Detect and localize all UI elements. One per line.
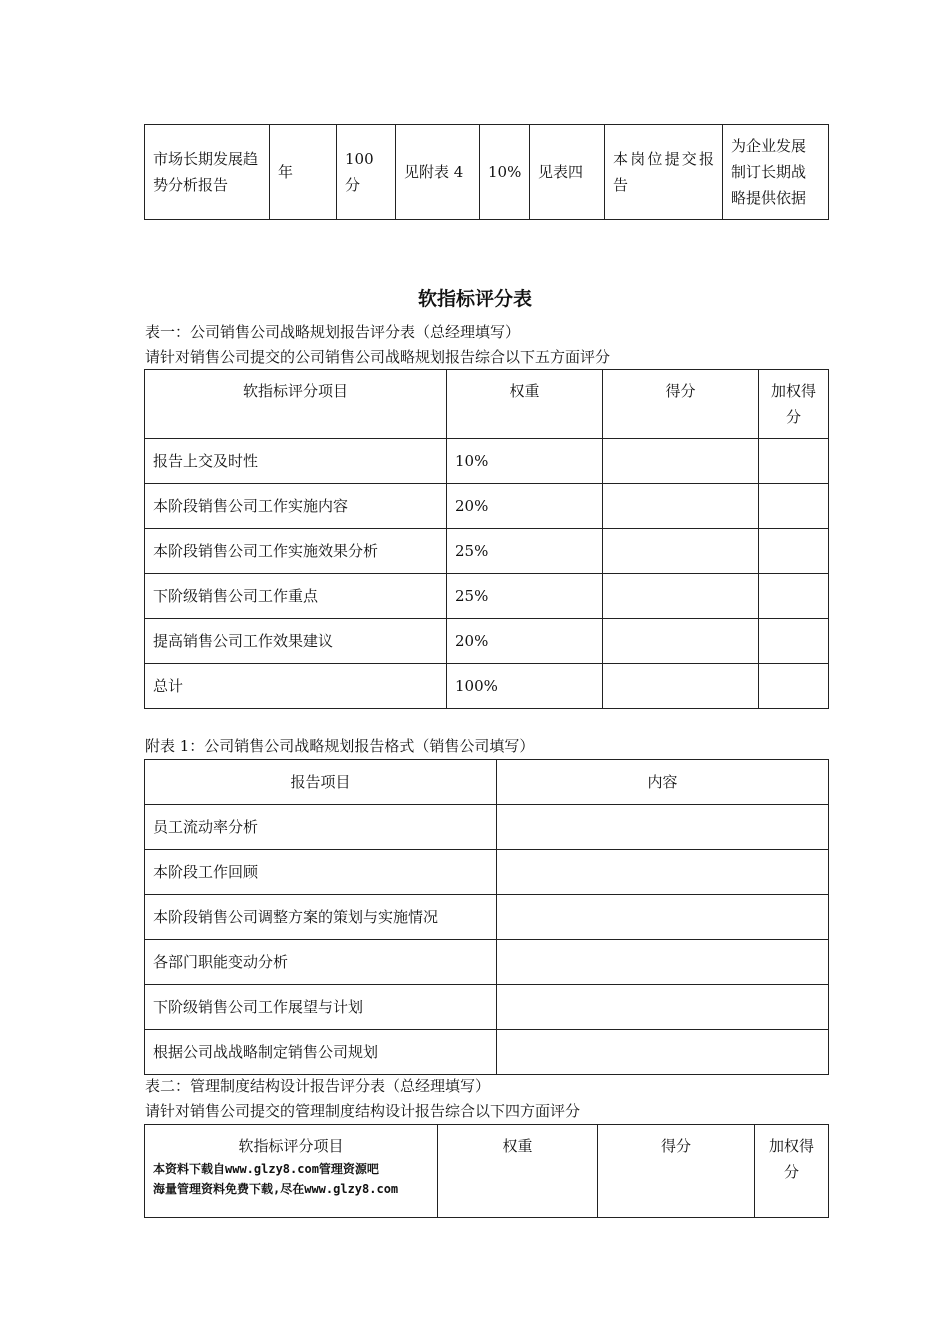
column-header-label: 软指标评分项目 bbox=[238, 1137, 344, 1155]
score-table-2 bbox=[144, 1124, 829, 1218]
column-header: 权重 bbox=[438, 1125, 598, 1218]
column-header: 报告项目 bbox=[145, 760, 497, 805]
table-row bbox=[145, 664, 829, 709]
table-row bbox=[145, 850, 829, 895]
table-header-row bbox=[145, 370, 829, 439]
watermark-line: 本资料下载自www.glzy8.com管理资源吧 bbox=[153, 1162, 379, 1176]
table-row bbox=[145, 125, 829, 220]
table-row bbox=[145, 1030, 829, 1075]
score-cell: 100分 bbox=[337, 125, 396, 220]
report-item-cell: 根据公司战战略制定销售公司规划 bbox=[145, 1030, 497, 1075]
table-row bbox=[145, 574, 829, 619]
appendix-table-1 bbox=[144, 759, 829, 1075]
score-input-cell[interactable] bbox=[603, 619, 759, 664]
content-input-cell[interactable] bbox=[497, 985, 829, 1030]
report-item-cell: 各部门职能变动分析 bbox=[145, 940, 497, 985]
table-row bbox=[145, 940, 829, 985]
table-row bbox=[145, 985, 829, 1030]
content-input-cell[interactable] bbox=[497, 850, 829, 895]
table-row bbox=[145, 439, 829, 484]
table-row bbox=[145, 805, 829, 850]
report-name-cell: 市场长期发展趋势分析报告 bbox=[145, 125, 270, 220]
table-row bbox=[145, 619, 829, 664]
content-input-cell[interactable] bbox=[497, 895, 829, 940]
column-header: 内容 bbox=[497, 760, 829, 805]
watermark-line: 海量管理资料免费下载,尽在www.glzy8.com bbox=[153, 1182, 399, 1196]
weighted-score-cell[interactable] bbox=[759, 619, 829, 664]
report-item-cell: 本阶段工作回顾 bbox=[145, 850, 497, 895]
item-cell: 本阶段销售公司工作实施内容 bbox=[145, 484, 447, 529]
content-input-cell[interactable] bbox=[497, 1030, 829, 1075]
reference-cell: 见附表 4 bbox=[396, 125, 480, 220]
weighted-score-cell[interactable] bbox=[759, 439, 829, 484]
table-header-row bbox=[145, 1125, 829, 1218]
table2-note: 请针对销售公司提交的管理制度结构设计报告综合以下四方面评分 bbox=[145, 1102, 581, 1120]
weight-cell: 20% bbox=[447, 484, 603, 529]
column-header: 权重 bbox=[447, 370, 603, 439]
column-header: 软指标评分项目 bbox=[145, 370, 447, 439]
score-input-cell[interactable] bbox=[603, 574, 759, 619]
report-item-cell: 下阶级销售公司工作展望与计划 bbox=[145, 985, 497, 1030]
weight-cell: 10% bbox=[480, 125, 530, 220]
item-cell: 总计 bbox=[145, 664, 447, 709]
purpose-cell: 为企业发展制订长期战略提供依据 bbox=[723, 125, 829, 220]
report-item-cell: 员工流动率分析 bbox=[145, 805, 497, 850]
table1-caption: 表一：公司销售公司战略规划报告评分表（总经理填写） bbox=[145, 323, 521, 341]
table-header-row bbox=[145, 760, 829, 805]
table-row bbox=[145, 484, 829, 529]
score-input-cell[interactable] bbox=[603, 439, 759, 484]
score-input-cell[interactable] bbox=[603, 529, 759, 574]
column-header: 加权得分 bbox=[755, 1125, 829, 1218]
table-row bbox=[145, 529, 829, 574]
page-title: 软指标评分表 bbox=[417, 288, 532, 310]
score-input-cell[interactable] bbox=[603, 484, 759, 529]
top-table bbox=[144, 124, 829, 220]
column-header: 得分 bbox=[598, 1125, 755, 1218]
weight-cell: 20% bbox=[447, 619, 603, 664]
appendix1-caption: 附表 1：公司销售公司战略规划报告格式（销售公司填写） bbox=[145, 737, 535, 755]
score-table-1 bbox=[144, 369, 829, 709]
column-header: 得分 bbox=[603, 370, 759, 439]
see-table-cell: 见表四 bbox=[530, 125, 605, 220]
content-input-cell[interactable] bbox=[497, 805, 829, 850]
weighted-score-cell[interactable] bbox=[759, 574, 829, 619]
column-header: 加权得分 bbox=[759, 370, 829, 439]
item-cell: 报告上交及时性 bbox=[145, 439, 447, 484]
item-cell: 提高销售公司工作效果建议 bbox=[145, 619, 447, 664]
weight-cell: 25% bbox=[447, 529, 603, 574]
table1-note: 请针对销售公司提交的公司销售公司战略规划报告综合以下五方面评分 bbox=[145, 348, 611, 366]
weighted-score-cell[interactable] bbox=[759, 529, 829, 574]
weighted-score-cell[interactable] bbox=[759, 664, 829, 709]
score-input-cell[interactable] bbox=[603, 664, 759, 709]
weight-cell: 10% bbox=[447, 439, 603, 484]
weight-cell: 25% bbox=[447, 574, 603, 619]
item-cell: 本阶段销售公司工作实施效果分析 bbox=[145, 529, 447, 574]
table-row bbox=[145, 895, 829, 940]
weight-cell: 100% bbox=[447, 664, 603, 709]
item-cell: 下阶级销售公司工作重点 bbox=[145, 574, 447, 619]
column-header bbox=[145, 1125, 438, 1218]
content-input-cell[interactable] bbox=[497, 940, 829, 985]
submitter-cell: 本岗位提交报告 bbox=[605, 125, 723, 220]
report-item-cell: 本阶段销售公司调整方案的策划与实施情况 bbox=[145, 895, 497, 940]
weighted-score-cell[interactable] bbox=[759, 484, 829, 529]
table2-caption: 表二：管理制度结构设计报告评分表（总经理填写） bbox=[145, 1077, 491, 1095]
period-cell: 年 bbox=[270, 125, 337, 220]
